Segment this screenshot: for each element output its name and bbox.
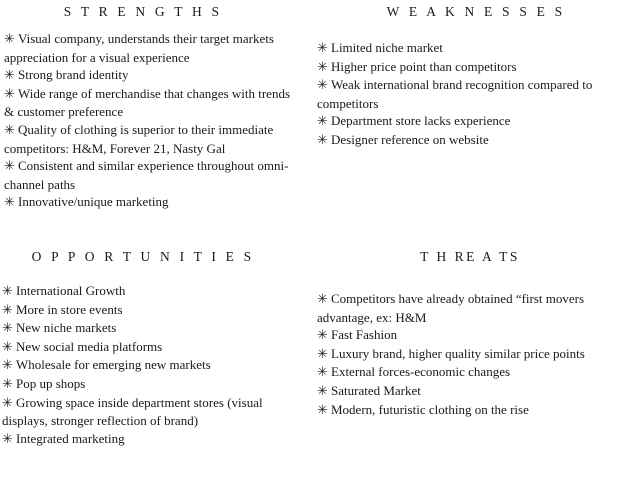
asterisk-bullet-icon: ✳ — [317, 365, 328, 381]
asterisk-bullet-icon: ✳ — [317, 328, 328, 344]
list-item-text: New social media platforms — [16, 338, 163, 354]
list-item — [317, 131, 638, 150]
threats-list — [317, 290, 617, 419]
list-item-text: Integrated marketing — [16, 430, 125, 446]
list-item — [317, 39, 638, 58]
list-item — [4, 157, 294, 193]
list-item — [2, 356, 296, 375]
strengths-heading: S T R E N G T H S — [63, 4, 223, 19]
weaknesses-section — [317, 0, 617, 150]
asterisk-bullet-icon: ✳ — [4, 32, 15, 47]
list-item — [317, 382, 617, 401]
list-item — [317, 363, 617, 382]
strengths-section — [4, 0, 304, 212]
list-item — [4, 30, 294, 66]
list-item — [317, 326, 617, 345]
list-item — [317, 76, 638, 112]
asterisk-bullet-icon: ✳ — [317, 59, 328, 75]
list-item-text: Saturated Market — [331, 382, 421, 398]
asterisk-bullet-icon: ✳ — [4, 86, 15, 102]
asterisk-bullet-icon: ✳ — [2, 284, 13, 299]
asterisk-bullet-icon: ✳ — [317, 402, 328, 418]
list-item-text: Growing space inside department stores (visual displays, stronger reflection of brand) — [2, 394, 263, 429]
opportunities-list — [2, 282, 296, 448]
list-item-text: International Growth — [16, 283, 126, 298]
list-item-text: Pop up shops — [16, 375, 86, 391]
list-item-text: Wholesale for emerging new markets — [16, 357, 211, 373]
threats-heading: T H RE A TS — [420, 249, 520, 264]
asterisk-bullet-icon: ✳ — [2, 358, 13, 374]
asterisk-bullet-icon: ✳ — [2, 376, 13, 392]
list-item-text: New niche markets — [16, 320, 117, 336]
list-item — [4, 66, 294, 85]
asterisk-bullet-icon: ✳ — [317, 78, 328, 94]
list-item-text: Department store lacks experience — [331, 113, 511, 129]
asterisk-bullet-icon: ✳ — [2, 431, 13, 447]
list-item — [2, 282, 296, 301]
strengths-list — [4, 30, 294, 212]
list-item-text: Visual company, understands their target markets appreciation for a visual experience — [4, 31, 274, 65]
asterisk-bullet-icon: ✳ — [317, 41, 328, 56]
asterisk-bullet-icon: ✳ — [317, 383, 328, 399]
list-item — [2, 375, 296, 394]
list-item — [317, 345, 617, 364]
asterisk-bullet-icon: ✳ — [4, 122, 15, 138]
threats-section — [317, 245, 617, 419]
opportunities-section — [2, 245, 302, 448]
asterisk-bullet-icon: ✳ — [2, 321, 13, 337]
list-item — [317, 290, 617, 326]
list-item-text: Limited niche market — [331, 40, 443, 55]
asterisk-bullet-icon: ✳ — [317, 346, 328, 362]
asterisk-bullet-icon: ✳ — [2, 302, 13, 318]
list-item-text: Fast Fashion — [331, 327, 398, 343]
list-item — [317, 58, 638, 77]
list-item-text: Quality of clothing is superior to their immediate competitors: H&M, Forever 21, Nasty Gal — [4, 121, 274, 156]
list-item-text: Strong brand identity — [18, 67, 129, 83]
asterisk-bullet-icon: ✳ — [4, 195, 15, 211]
list-item — [2, 301, 296, 320]
list-item-text: Competitors have already obtained “first movers advantage, ex: H&M — [317, 291, 585, 325]
list-item — [4, 121, 294, 157]
list-item-text: More in store events — [16, 301, 123, 317]
list-item-text: Consistent and similar experience throughout omni-channel paths — [4, 158, 289, 192]
weaknesses-list — [317, 39, 638, 150]
list-item-text: Modern, futuristic clothing on the rise — [331, 401, 529, 417]
list-item — [317, 112, 638, 131]
asterisk-bullet-icon: ✳ — [4, 68, 15, 84]
asterisk-bullet-icon: ✳ — [4, 159, 15, 175]
list-item — [317, 401, 617, 420]
list-item-text: Innovative/unique marketing — [18, 194, 169, 210]
asterisk-bullet-icon: ✳ — [317, 114, 328, 130]
list-item-text: Designer reference on website — [331, 131, 489, 147]
asterisk-bullet-icon: ✳ — [2, 395, 13, 411]
list-item-text: Luxury brand, higher quality similar price points — [331, 345, 585, 361]
list-item — [2, 394, 296, 430]
weaknesses-heading: W E A K N E S S E S — [386, 4, 566, 19]
list-item-text: Higher price point than competitors — [331, 58, 517, 74]
list-item-text: External forces-economic changes — [331, 364, 511, 380]
list-item-text: Wide range of merchandise that changes with trends & customer preference — [4, 85, 291, 120]
list-item — [4, 193, 294, 212]
list-item-text: Weak international brand recognition compared to competitors — [317, 77, 593, 111]
asterisk-bullet-icon: ✳ — [317, 132, 328, 148]
list-item — [4, 85, 294, 121]
asterisk-bullet-icon: ✳ — [2, 339, 13, 355]
opportunities-heading: O P P O R T U N I T I E S — [31, 249, 255, 264]
list-item — [2, 338, 296, 357]
asterisk-bullet-icon: ✳ — [317, 292, 328, 307]
list-item — [2, 319, 296, 338]
list-item — [2, 430, 296, 449]
